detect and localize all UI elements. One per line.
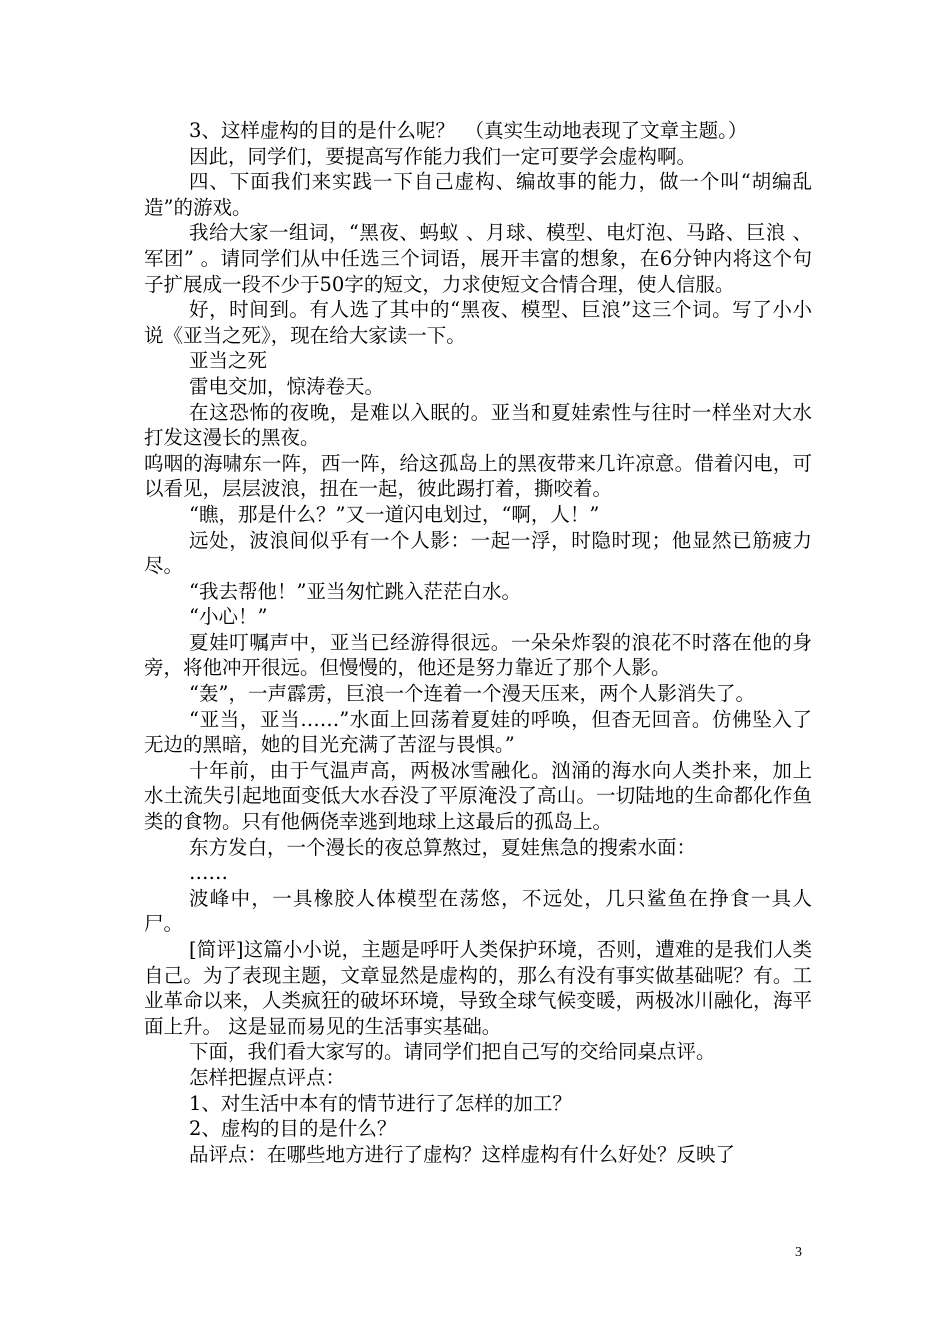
story-title: 亚当之死 xyxy=(189,349,268,373)
paragraph-2: 因此，同学们，要提高写作能力我们一定可要学会虚构啊。 xyxy=(189,144,697,168)
paragraph-20: 波峰中，一具橡胶人体模型在荡悠，不远处，几只鲨鱼在挣食一具人尸。 xyxy=(144,886,812,936)
paragraph-8: 在这恐怖的夜晚，是难以入眠的。亚当和夏娃索性与往时一样坐对大水打发这漫长的黑夜。 xyxy=(144,400,812,450)
paragraph-11: 远处，波浪间似乎有一个人影：一起一浮，时隐时现；他显然已筋疲力尽。 xyxy=(144,528,812,578)
paragraph-19: …… xyxy=(189,861,228,885)
paragraph-17: 十年前，由于气温声高，两极冰雪融化。汹涌的海水向人类扑来，加上水土流失引起地面变低大水吞没了平原淹没了高山。一切陆地的生命都化作鱼类的食物。只有他俩侥幸逃到地球上这最后的孤岛上。 xyxy=(144,758,812,834)
paragraph-22: 下面，我们看大家写的。请同学们把自己写的交给同桌点评。 xyxy=(189,1040,716,1064)
page-number: 3 xyxy=(795,1245,802,1260)
paragraph-14: 夏娃叮嘱声中，亚当已经游得很远。一朵朵炸裂的浪花不时落在他的身旁，将他冲开很远。但慢慢的，他还是努力靠近了那个人影。 xyxy=(144,630,812,680)
paragraph-13: “小心！” xyxy=(189,605,268,629)
paragraph-21: [简评]这篇小小说，主题是呼吁人类保护环境，否则，遭难的是我们人类自己。为了表现主题，文章显然是虚构的，那么有没有事实做基础呢？有。工业革命以来，人类疯狂的破坏环境，导致全球气候变暖，两极冰川融化，海平面上升。 这是显而易见的生活事实基础。 xyxy=(144,938,812,1038)
paragraph-1: 3、这样虚构的目的是什么呢？ （真实生动地表现了文章主题。） xyxy=(189,119,748,142)
paragraph-26: 品评点：在哪些地方进行了虚构？这样虚构有什么好处？反映了 xyxy=(189,1142,736,1166)
document-body xyxy=(144,118,812,1167)
paragraph-12: “我去帮他！”亚当匆忙跳入茫茫白水。 xyxy=(189,579,521,603)
paragraph-23: 怎样把握点评点： xyxy=(189,1065,346,1089)
paragraph-5: 好，时间到。有人选了其中的“黑夜、模型、巨浪”这三个词。写了小小说《亚当之死》，现在给大家读一下。 xyxy=(144,298,812,347)
paragraph-18: 东方发白，一个漫长的夜总算熬过，夏娃焦急的搜索水面： xyxy=(189,835,697,859)
paragraph-15: “轰”，一声霹雳，巨浪一个连着一个漫天压来，两个人影消失了。 xyxy=(189,682,755,706)
paragraph-10: “瞧，那是什么？”又一道闪电划过，“啊，人！” xyxy=(189,502,600,526)
paragraph-4: 我给大家一组词，“黑夜、蚂蚁 、月球、模型、电灯泡、马路、巨浪 、军团” 。请同学们从中任选三个词语，展开丰富的想象，在6分钟内将这个句子扩展成一段不少于50字的短文，力求使短文合情合理，使人信服。 xyxy=(144,221,812,296)
paragraph-16: “亚当，亚当……”水面上回荡着夏娃的呼唤，但杳无回音。仿佛坠入了无边的黑暗，她的目光充满了苦涩与畏惧。” xyxy=(144,707,812,757)
paragraph-7: 雷电交加，惊涛卷天。 xyxy=(189,374,385,398)
paragraph-3: 四、下面我们来实践一下自己虚构、编故事的能力，做一个叫“胡编乱造”的游戏。 xyxy=(144,170,812,219)
paragraph-25: 2、虚构的目的是什么？ xyxy=(189,1117,397,1141)
paragraph-24: 1、对生活中本有的情节进行了怎样的加工？ xyxy=(189,1091,572,1115)
paragraph-9: 呜咽的海啸东一阵，西一阵，给这孤岛上的黑夜带来几许凉意。借着闪电，可以看见，层层波浪，扭在一起，彼此踢打着，撕咬着。 xyxy=(144,451,812,501)
